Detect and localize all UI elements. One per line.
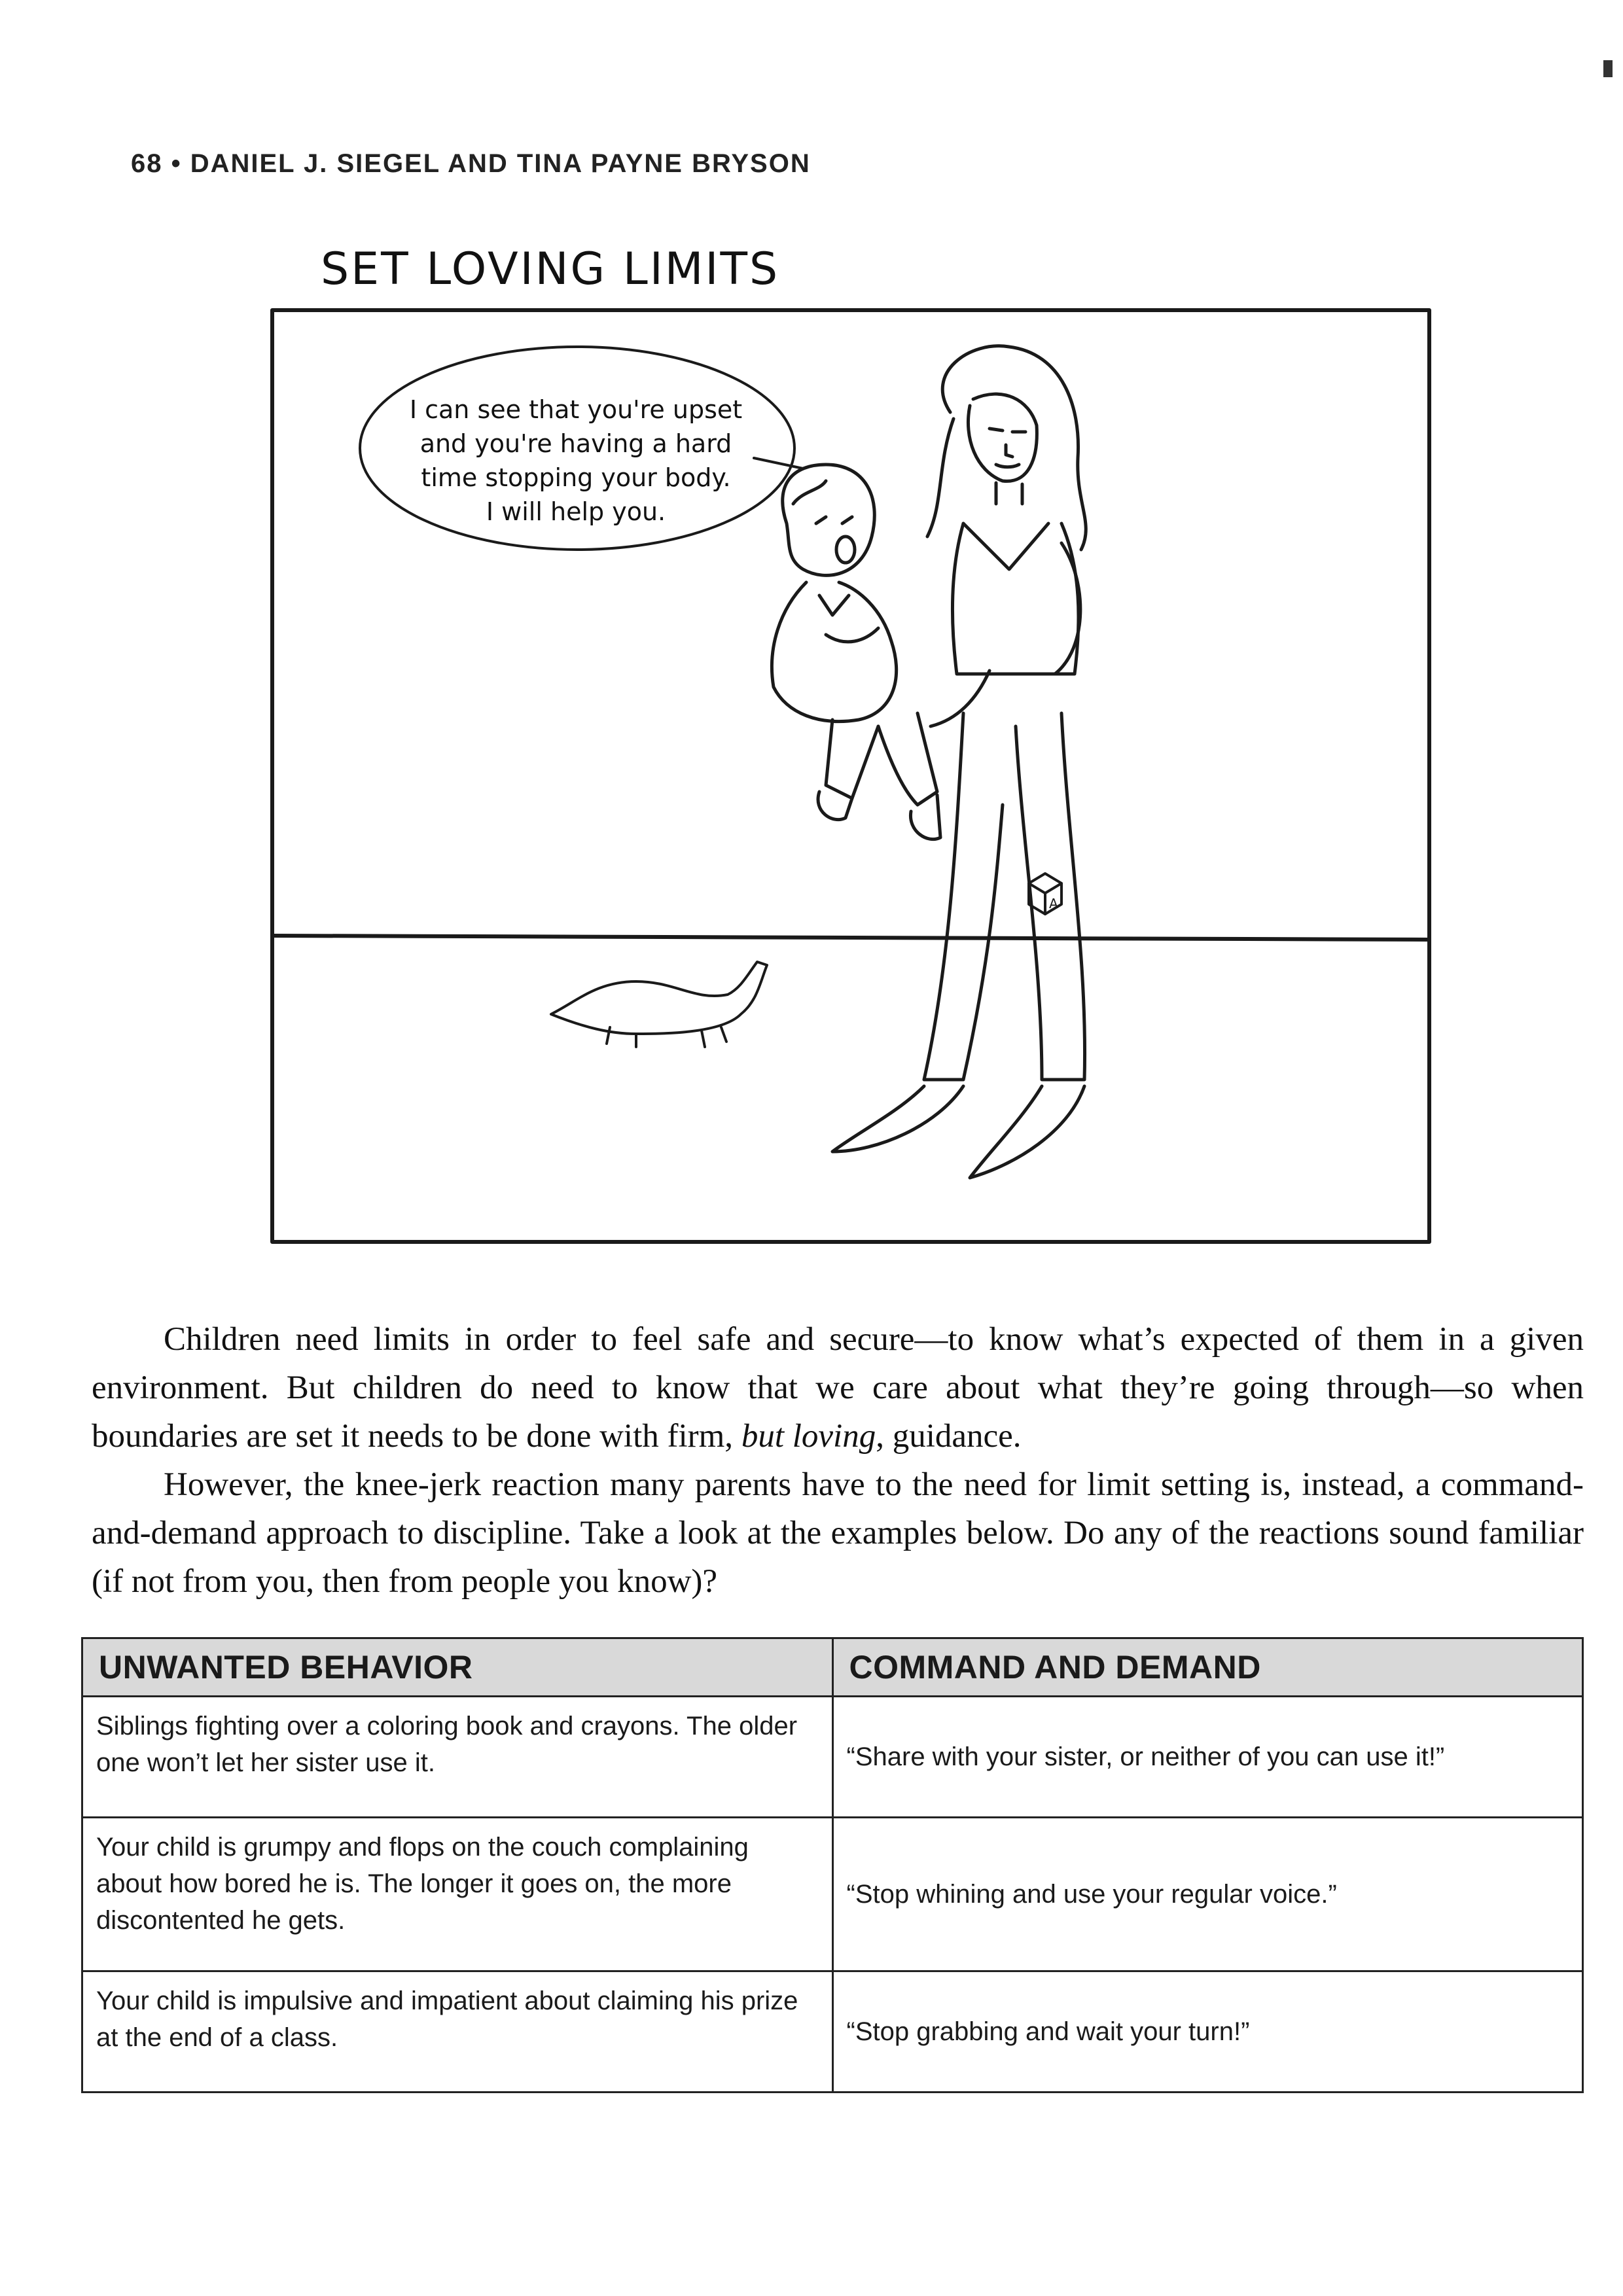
table-row	[82, 1818, 1583, 1971]
command-cell: “Share with your sister, or neither of you can use it!”	[832, 1697, 1583, 1818]
illustration-title: SET LOVING LIMITS	[321, 243, 780, 295]
table-row	[82, 1697, 1583, 1818]
behavior-cell: Siblings fighting over a coloring book and crayons. The older one won’t let her sister use it.	[82, 1697, 833, 1818]
paragraph-1-text: Children need limits in order to feel safe and secure—to know what’s expected of them in a given environment. But children do need to know that we care about what they’re going through—so when boundaries are set it needs to be done with firm,	[92, 1321, 1584, 1455]
paragraph-2: However, the knee-jerk reaction many parents have to the need for limit setting is, instead, a command-and-demand approach to discipline. Take a look at the examples below. Do any of the reactions sound familiar (if not from you, then from people you know)?	[92, 1466, 1584, 1600]
table-row	[82, 1971, 1583, 2093]
scan-edge-mark	[1603, 60, 1613, 77]
column-header-command-and-demand: COMMAND AND DEMAND	[832, 1638, 1583, 1697]
speech-line: and you're having a hard	[419, 429, 732, 458]
paragraph-1-end: , guidance.	[876, 1418, 1022, 1455]
running-head: 68 • DANIEL J. SIEGEL AND TINA PAYNE BRYSON	[131, 149, 811, 178]
speech-line: time stopping your body.	[421, 463, 731, 492]
command-cell: “Stop grabbing and wait your turn!”	[832, 1971, 1583, 2093]
speech-bubble-text	[366, 393, 785, 529]
table-header-row	[82, 1638, 1583, 1697]
paragraph-1	[92, 1315, 1584, 1460]
behavior-cell: Your child is grumpy and flops on the couch complaining about how bored he is. The longer it goes on, the more discontented he gets.	[82, 1818, 833, 1971]
speech-line: I will help you.	[486, 497, 666, 526]
comparison-table	[81, 1637, 1584, 2093]
speech-line: I can see that you're upset	[409, 395, 743, 424]
block-letter: A	[1049, 896, 1058, 911]
body-text	[92, 1315, 1584, 1606]
command-cell: “Stop whining and use your regular voice.”	[832, 1818, 1583, 1971]
paragraph-1-emphasis: but loving	[741, 1418, 876, 1455]
column-header-unwanted-behavior: UNWANTED BEHAVIOR	[82, 1638, 833, 1697]
behavior-cell: Your child is impulsive and impatient about claiming his prize at the end of a class.	[82, 1971, 833, 2093]
